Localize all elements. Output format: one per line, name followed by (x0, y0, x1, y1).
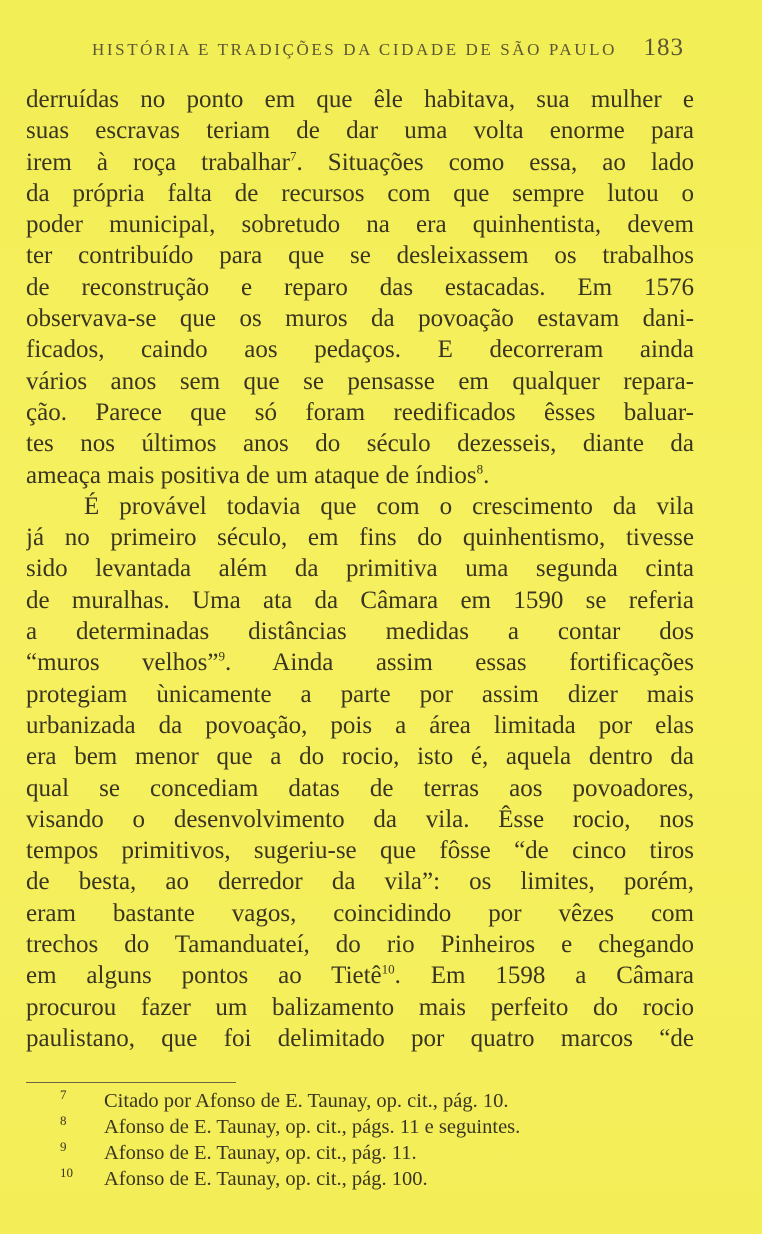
footnote-ref: 9 (218, 649, 225, 665)
text-line: em alguns pontos ao Tietê$^{10}$. Em 1598 a Câmara (26, 961, 694, 990)
text-line: de besta, ao derredor da vila”: os limites, porém, (26, 868, 694, 896)
text-line: vários anos sem que se pensasse em qualquer repara- (26, 367, 694, 395)
text-line: paulistano, que foi delimitado por quatro marcos “de (26, 1024, 694, 1052)
text-line: protegiam ùnicamente a parte por assim dizer mais (26, 680, 694, 708)
page-number: 183 (643, 34, 684, 61)
text-line: qual se concediam datas de terras aos povoadores, (26, 774, 694, 802)
footnote-ref: 7 (289, 148, 297, 164)
text-line: de reconstrução e reparo das estacadas. Em 1576 (26, 273, 694, 301)
footnote (60, 1140, 700, 1166)
text-line: ção. Parece que só foram reedificados êsses baluar- (26, 398, 694, 426)
text-line: ficados, caindo aos pedaços. E decorreram ainda (26, 336, 694, 364)
text-line: procurou fazer um balizamento mais perfeito do rocio (26, 993, 694, 1021)
footnote-number: 8 (60, 1113, 67, 1128)
text-line: ter contribuído para que se desleixassem os trabalhos (26, 242, 694, 270)
text-line: tempos primitivos, sugeriu-se que fôsse “de cinco tiros (26, 837, 694, 865)
footnote-text: Citado por Afonso de E. Taunay, op. cit., pág. 10. (104, 1090, 509, 1112)
text-line: É provável todavia que com o crescimento da vila (84, 492, 694, 520)
text-line: observava-se que os muros da povoação estavam dani- (26, 305, 694, 333)
running-title: HISTÓRIA E TRADIÇÕES DA CIDADE DE SÃO PAULO (92, 40, 618, 59)
text-line: eram bastante vagos, coincidindo por vêzes com (26, 899, 694, 927)
text-line: urbanizada da povoação, pois a área limitada por elas (26, 711, 694, 739)
text-line: era bem menor que a do rocio, isto é, aquela dentro da (26, 743, 694, 771)
text-line: de muralhas. Uma ata da Câmara em 1590 se referia (26, 586, 694, 614)
running-head (92, 34, 692, 64)
text-line: poder municipal, sobretudo na era quinhentista, devem (26, 211, 694, 239)
footnote-text: Afonso de E. Taunay, op. cit., pág. 11. (104, 1142, 417, 1164)
footnote-ref: 10 (381, 961, 395, 977)
footnote-number: 10 (60, 1165, 73, 1180)
footnote-text: Afonso de E. Taunay, op. cit., pág. 100. (104, 1168, 428, 1190)
text-line: trechos do Tamanduateí, do rio Pinheiros e chegando (26, 931, 694, 959)
text-line: sido levantada além da primitiva uma segunda cinta (26, 555, 694, 583)
body-text (26, 84, 694, 1054)
text-line: visando o desenvolvimento da vila. Êsse rocio, nos (26, 805, 694, 833)
text-line: da própria falta de recursos com que sempre lutou o (26, 179, 694, 207)
footnote (60, 1114, 700, 1140)
footnote (60, 1166, 700, 1192)
footnote-divider (26, 1082, 236, 1083)
footnotes (60, 1088, 700, 1192)
footnote (60, 1088, 700, 1114)
text-line: já no primeiro século, em fins do quinhentismo, tivesse (26, 524, 694, 552)
text-line: a determinadas distâncias medidas a contar dos (26, 618, 694, 646)
footnote-number: 7 (60, 1087, 67, 1102)
text-line: irem à roça trabalhar$^7$. Situações como essa, ao lado (26, 148, 694, 176)
footnote-text: Afonso de E. Taunay, op. cit., págs. 11 e seguintes. (104, 1116, 521, 1138)
text-line: derruídas no ponto em que êle habitava, sua mulher e (26, 86, 694, 113)
footnote-number: 9 (60, 1139, 67, 1154)
text-line: tes nos últimos anos do século dezesseis, diante da (26, 430, 694, 458)
text-line: ameaça mais positiva de um ataque de índios$^8$. (26, 461, 490, 489)
text-line: suas escravas teriam de dar uma volta enorme para (26, 117, 694, 145)
footnote-ref: 8 (476, 461, 484, 477)
text-line: “muros velhos”$^9$. Ainda assim essas fortificações (26, 649, 694, 677)
